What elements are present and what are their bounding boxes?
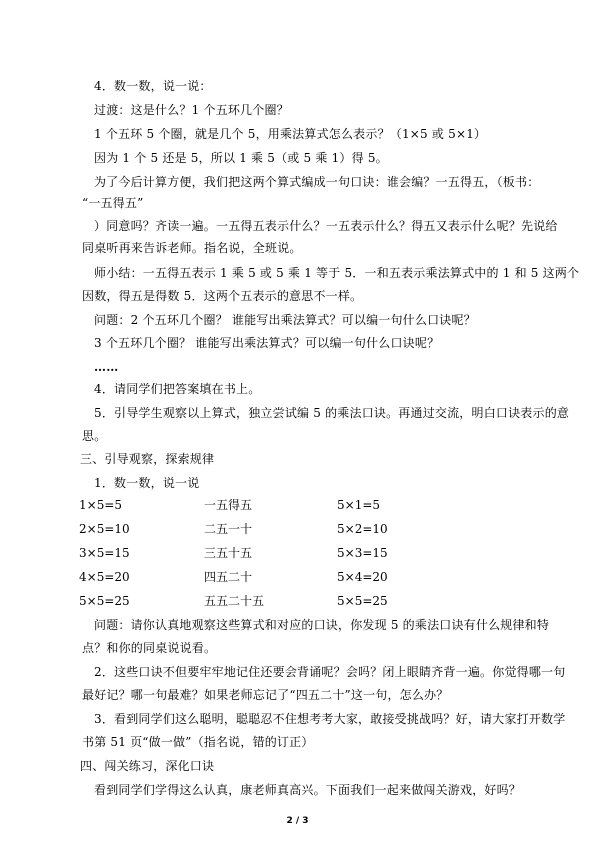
- question-line: 问题：请你认真地观察这些算式和对应的口诀，你发现 5 的乘法口诀有什么规律和特: [94, 618, 550, 632]
- paragraph-line: “一五得五”: [82, 196, 144, 210]
- transition-question: 过渡：这是什么？1 个五环几个圈？: [94, 103, 289, 117]
- equation-cell: 3×5=15: [79, 546, 130, 560]
- section-heading-3: 三、引导观察，探索规律: [80, 452, 215, 466]
- equation-cell: 5×1=5: [337, 498, 381, 512]
- step-line: 5．引导学生观察以上算式，独立尝试编 5 的乘法口诀。再通过交流，明白口诀表示的意: [94, 406, 570, 420]
- section-heading-4: 四、闯关练习，深化口诀: [80, 759, 215, 773]
- step-line: 3．看到同学们这么聪明，聪聪忍不住想考考大家，敢接受挑战吗？好，请大家打开数学: [94, 712, 566, 726]
- paragraph-line: 同桌听再来告诉老师。指名说，全班说。: [82, 241, 302, 255]
- paragraph-line: 为了今后计算方便，我们把这两个算式编成一句口诀：谁会编？一五得五，（板书：: [94, 175, 540, 189]
- table-row: [79, 522, 499, 537]
- equation-cell: 5×5=25: [79, 594, 130, 608]
- equation-cell: 5×2=10: [337, 522, 388, 536]
- table-row: [79, 570, 499, 585]
- paragraph-line: 思。: [82, 429, 107, 443]
- equation-cell: 5×4=20: [337, 570, 388, 584]
- table-row: [79, 594, 499, 609]
- paragraph-line: 因数，得五是得数 5．这两个五表示的意思不一样。: [82, 289, 363, 303]
- question-line: 问题：2 个五环几个圈？ 谁能写出乘法算式？可以编一句什么口诀呢？: [94, 313, 476, 327]
- paragraph-line: ）同意吗？齐读一遍。一五得五表示什么？一五表示什么？得五又表示什么呢？先说给: [94, 219, 558, 233]
- paragraph-line: 书第 51 页“做一做”（指名说，错的订正）: [82, 735, 314, 749]
- teacher-summary-line: 师小结：一五得五表示 1 乘 5 或 5 乘 1 等于 5．一和五表示乘法算式中的 1 和 5 这两个: [94, 266, 580, 280]
- rhyme-cell: 一五得五: [204, 498, 253, 512]
- equation-cell: 1×5=5: [79, 498, 123, 512]
- rhyme-cell: 四五二十: [204, 570, 253, 584]
- equation-cell: 2×5=10: [79, 522, 130, 536]
- rhyme-cell: 三五十五: [204, 546, 253, 560]
- equation-cell: 5×3=15: [337, 546, 388, 560]
- step-line: 2．这些口诀不但要牢牢地记住还要会背诵呢？会吗？闭上眼睛齐背一遍。你觉得哪一句: [94, 665, 566, 679]
- paragraph-line: 看到同学们学得这么认真，康老师真高兴。下面我们一起来做闯关游戏，好吗？: [94, 783, 522, 797]
- equation-cell: 4×5=20: [79, 570, 130, 584]
- paragraph-line: 因为 1 个 5 还是 5，所以 1 乘 5（或 5 乘 1）得 5。: [94, 151, 388, 165]
- paragraph-line: 最好记？哪一句最难？如果老师忘记了“四五二十”这一句，怎么办？: [82, 688, 449, 702]
- heading-step-4: 4．数一数，说一说：: [94, 79, 212, 93]
- table-row: [79, 546, 499, 561]
- question-line: 3 个五环几个圈？ 谁能写出乘法算式？可以编一句什么口诀呢？: [94, 336, 440, 350]
- ellipsis: ……: [94, 360, 119, 374]
- subheading: 1．数一数，说一说: [94, 476, 200, 490]
- paragraph-line: 1 个五环 5 个圈，就是几个 5，用乘法算式怎么表示？（1×5 或 5×1）: [94, 127, 487, 141]
- rhyme-cell: 五五二十五: [204, 594, 265, 608]
- page-number: 2 / 3: [286, 816, 309, 826]
- paragraph-line: 点？和你的同桌说说看。: [82, 641, 217, 655]
- equation-cell: 5×5=25: [337, 594, 388, 608]
- rhyme-cell: 二五一十: [204, 522, 253, 536]
- step-line: 4．请同学们把答案填在书上。: [94, 382, 261, 396]
- table-row: [79, 498, 499, 513]
